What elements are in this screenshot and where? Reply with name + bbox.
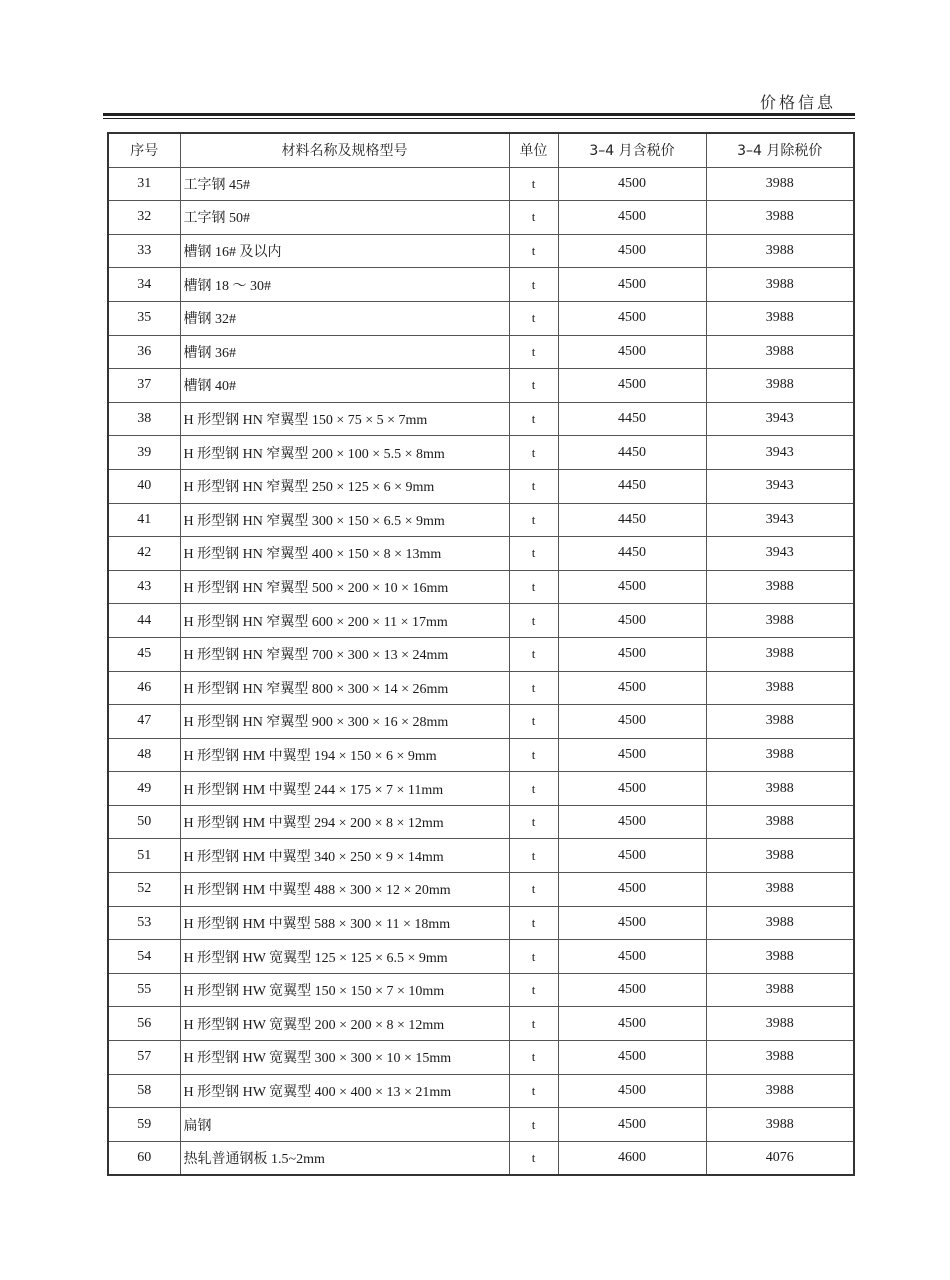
material-cell: H 形型钢 HN 窄翼型 200 × 100 × 5.5 × 8mm — [180, 436, 509, 470]
price-excl-tax-cell: 3988 — [706, 873, 854, 907]
index-cell: 54 — [108, 940, 180, 974]
unit-cell: t — [509, 369, 558, 403]
material-cell: H 形型钢 HN 窄翼型 250 × 125 × 6 × 9mm — [180, 469, 509, 503]
material-cell: 槽钢 36# — [180, 335, 509, 369]
unit-cell: t — [509, 839, 558, 873]
material-cell: H 形型钢 HN 窄翼型 150 × 75 × 5 × 7mm — [180, 402, 509, 436]
price-incl-tax-cell: 4500 — [558, 772, 706, 806]
price-incl-tax-cell: 4500 — [558, 604, 706, 638]
unit-cell: t — [509, 234, 558, 268]
index-cell: 52 — [108, 873, 180, 907]
material-cell: 槽钢 40# — [180, 369, 509, 403]
table-row — [108, 1108, 854, 1142]
index-cell: 39 — [108, 436, 180, 470]
table-row — [108, 201, 854, 235]
unit-cell: t — [509, 436, 558, 470]
table-row — [108, 402, 854, 436]
index-cell: 36 — [108, 335, 180, 369]
index-cell: 56 — [108, 1007, 180, 1041]
price-excl-tax-cell: 3988 — [706, 301, 854, 335]
price-table — [107, 132, 855, 1176]
material-cell: H 形型钢 HN 窄翼型 400 × 150 × 8 × 13mm — [180, 537, 509, 571]
table-row — [108, 1041, 854, 1075]
index-cell: 33 — [108, 234, 180, 268]
material-cell: H 形型钢 HW 宽翼型 300 × 300 × 10 × 15mm — [180, 1041, 509, 1075]
price-excl-tax-cell: 3988 — [706, 570, 854, 604]
price-incl-tax-cell: 4600 — [558, 1141, 706, 1175]
material-cell: 槽钢 18 ～ 30# — [180, 268, 509, 302]
price-excl-tax-cell: 3988 — [706, 705, 854, 739]
unit-cell: t — [509, 335, 558, 369]
table-header-row — [108, 133, 854, 167]
price-incl-tax-cell: 4500 — [558, 738, 706, 772]
table-row — [108, 705, 854, 739]
table-row — [108, 940, 854, 974]
price-excl-tax-cell: 3943 — [706, 503, 854, 537]
price-incl-tax-cell: 4500 — [558, 1074, 706, 1108]
price-incl-tax-cell: 4500 — [558, 301, 706, 335]
unit-cell: t — [509, 906, 558, 940]
header-rule-thin — [103, 118, 855, 119]
index-cell: 59 — [108, 1108, 180, 1142]
column-header-material: 材料名称及规格型号 — [180, 133, 509, 167]
price-excl-tax-cell: 3988 — [706, 973, 854, 1007]
index-cell: 34 — [108, 268, 180, 302]
material-cell: H 形型钢 HN 窄翼型 500 × 200 × 10 × 16mm — [180, 570, 509, 604]
price-incl-tax-cell: 4500 — [558, 570, 706, 604]
price-excl-tax-cell: 4076 — [706, 1141, 854, 1175]
table-row — [108, 234, 854, 268]
table-row — [108, 772, 854, 806]
index-cell: 58 — [108, 1074, 180, 1108]
unit-cell: t — [509, 772, 558, 806]
index-cell: 37 — [108, 369, 180, 403]
unit-cell: t — [509, 705, 558, 739]
unit-cell: t — [509, 301, 558, 335]
index-cell: 32 — [108, 201, 180, 235]
table-body — [108, 167, 854, 1175]
material-cell: H 形型钢 HM 中翼型 194 × 150 × 6 × 9mm — [180, 738, 509, 772]
price-incl-tax-cell: 4500 — [558, 973, 706, 1007]
price-excl-tax-cell: 3988 — [706, 268, 854, 302]
table-row — [108, 570, 854, 604]
material-cell: 槽钢 16# 及以内 — [180, 234, 509, 268]
index-cell: 42 — [108, 537, 180, 571]
price-excl-tax-cell: 3988 — [706, 369, 854, 403]
price-excl-tax-cell: 3988 — [706, 805, 854, 839]
price-incl-tax-cell: 4500 — [558, 335, 706, 369]
material-cell: H 形型钢 HM 中翼型 294 × 200 × 8 × 12mm — [180, 805, 509, 839]
unit-cell: t — [509, 469, 558, 503]
index-cell: 44 — [108, 604, 180, 638]
price-incl-tax-cell: 4500 — [558, 1041, 706, 1075]
price-incl-tax-cell: 4500 — [558, 167, 706, 201]
material-cell: 工字钢 45# — [180, 167, 509, 201]
table-row — [108, 839, 854, 873]
unit-cell: t — [509, 570, 558, 604]
index-cell: 55 — [108, 973, 180, 1007]
price-excl-tax-cell: 3988 — [706, 671, 854, 705]
column-header-price-excl-tax: 3–4 月除税价 — [706, 133, 854, 167]
table-row — [108, 503, 854, 537]
unit-cell: t — [509, 604, 558, 638]
price-excl-tax-cell: 3988 — [706, 1108, 854, 1142]
price-incl-tax-cell: 4500 — [558, 268, 706, 302]
price-excl-tax-cell: 3988 — [706, 772, 854, 806]
table-row — [108, 1007, 854, 1041]
price-incl-tax-cell: 4450 — [558, 503, 706, 537]
index-cell: 48 — [108, 738, 180, 772]
material-cell: 槽钢 32# — [180, 301, 509, 335]
material-cell: H 形型钢 HN 窄翼型 300 × 150 × 6.5 × 9mm — [180, 503, 509, 537]
table-row — [108, 1141, 854, 1175]
material-cell: H 形型钢 HW 宽翼型 150 × 150 × 7 × 10mm — [180, 973, 509, 1007]
table-row — [108, 637, 854, 671]
index-cell: 45 — [108, 637, 180, 671]
price-excl-tax-cell: 3988 — [706, 234, 854, 268]
price-incl-tax-cell: 4500 — [558, 839, 706, 873]
table-row — [108, 906, 854, 940]
price-excl-tax-cell: 3988 — [706, 167, 854, 201]
unit-cell: t — [509, 503, 558, 537]
table-row — [108, 805, 854, 839]
price-incl-tax-cell: 4450 — [558, 537, 706, 571]
unit-cell: t — [509, 537, 558, 571]
price-excl-tax-cell: 3988 — [706, 839, 854, 873]
price-excl-tax-cell: 3988 — [706, 940, 854, 974]
price-excl-tax-cell: 3943 — [706, 402, 854, 436]
unit-cell: t — [509, 637, 558, 671]
price-incl-tax-cell: 4500 — [558, 369, 706, 403]
section-title: 价格信息 — [759, 93, 836, 112]
price-excl-tax-cell: 3988 — [706, 1074, 854, 1108]
price-excl-tax-cell: 3988 — [706, 604, 854, 638]
material-cell: H 形型钢 HM 中翼型 244 × 175 × 7 × 11mm — [180, 772, 509, 806]
table-row — [108, 537, 854, 571]
table-row — [108, 369, 854, 403]
unit-cell: t — [509, 1141, 558, 1175]
unit-cell: t — [509, 940, 558, 974]
index-cell: 40 — [108, 469, 180, 503]
price-incl-tax-cell: 4500 — [558, 201, 706, 235]
price-excl-tax-cell: 3943 — [706, 537, 854, 571]
table-row — [108, 469, 854, 503]
price-incl-tax-cell: 4500 — [558, 906, 706, 940]
material-cell: H 形型钢 HW 宽翼型 125 × 125 × 6.5 × 9mm — [180, 940, 509, 974]
table-row — [108, 1074, 854, 1108]
unit-cell: t — [509, 671, 558, 705]
table-row — [108, 671, 854, 705]
unit-cell: t — [509, 167, 558, 201]
price-incl-tax-cell: 4500 — [558, 637, 706, 671]
unit-cell: t — [509, 738, 558, 772]
table-row — [108, 436, 854, 470]
index-cell: 60 — [108, 1141, 180, 1175]
table-row — [108, 335, 854, 369]
material-cell: H 形型钢 HM 中翼型 488 × 300 × 12 × 20mm — [180, 873, 509, 907]
material-cell: H 形型钢 HW 宽翼型 200 × 200 × 8 × 12mm — [180, 1007, 509, 1041]
unit-cell: t — [509, 805, 558, 839]
price-excl-tax-cell: 3988 — [706, 201, 854, 235]
price-incl-tax-cell: 4450 — [558, 469, 706, 503]
material-cell: H 形型钢 HN 窄翼型 800 × 300 × 14 × 26mm — [180, 671, 509, 705]
unit-cell: t — [509, 268, 558, 302]
material-cell: 热轧普通钢板 1.5~2mm — [180, 1141, 509, 1175]
index-cell: 47 — [108, 705, 180, 739]
price-incl-tax-cell: 4500 — [558, 940, 706, 974]
index-cell: 35 — [108, 301, 180, 335]
table-row — [108, 973, 854, 1007]
material-cell: H 形型钢 HM 中翼型 340 × 250 × 9 × 14mm — [180, 839, 509, 873]
unit-cell: t — [509, 201, 558, 235]
index-cell: 51 — [108, 839, 180, 873]
price-excl-tax-cell: 3988 — [706, 637, 854, 671]
index-cell: 31 — [108, 167, 180, 201]
price-excl-tax-cell: 3988 — [706, 738, 854, 772]
price-excl-tax-cell: 3943 — [706, 469, 854, 503]
table-row — [108, 268, 854, 302]
table-row — [108, 167, 854, 201]
material-cell: H 形型钢 HW 宽翼型 400 × 400 × 13 × 21mm — [180, 1074, 509, 1108]
material-cell: H 形型钢 HN 窄翼型 900 × 300 × 16 × 28mm — [180, 705, 509, 739]
price-incl-tax-cell: 4500 — [558, 705, 706, 739]
table-row — [108, 301, 854, 335]
column-header-index: 序号 — [108, 133, 180, 167]
unit-cell: t — [509, 1074, 558, 1108]
material-cell: 扁钢 — [180, 1108, 509, 1142]
column-header-unit: 单位 — [509, 133, 558, 167]
index-cell: 41 — [108, 503, 180, 537]
price-excl-tax-cell: 3988 — [706, 335, 854, 369]
unit-cell: t — [509, 873, 558, 907]
price-incl-tax-cell: 4500 — [558, 1108, 706, 1142]
price-excl-tax-cell: 3988 — [706, 1007, 854, 1041]
price-excl-tax-cell: 3988 — [706, 1041, 854, 1075]
price-incl-tax-cell: 4500 — [558, 234, 706, 268]
unit-cell: t — [509, 402, 558, 436]
price-incl-tax-cell: 4500 — [558, 1007, 706, 1041]
header-rule-thick — [103, 113, 855, 116]
index-cell: 57 — [108, 1041, 180, 1075]
price-excl-tax-cell: 3943 — [706, 436, 854, 470]
material-cell: H 形型钢 HN 窄翼型 700 × 300 × 13 × 24mm — [180, 637, 509, 671]
index-cell: 53 — [108, 906, 180, 940]
price-incl-tax-cell: 4500 — [558, 671, 706, 705]
index-cell: 38 — [108, 402, 180, 436]
index-cell: 46 — [108, 671, 180, 705]
unit-cell: t — [509, 1041, 558, 1075]
unit-cell: t — [509, 1007, 558, 1041]
unit-cell: t — [509, 1108, 558, 1142]
price-incl-tax-cell: 4500 — [558, 873, 706, 907]
table-row — [108, 604, 854, 638]
price-incl-tax-cell: 4450 — [558, 402, 706, 436]
unit-cell: t — [509, 973, 558, 1007]
material-cell: H 形型钢 HN 窄翼型 600 × 200 × 11 × 17mm — [180, 604, 509, 638]
price-incl-tax-cell: 4500 — [558, 805, 706, 839]
price-excl-tax-cell: 3988 — [706, 906, 854, 940]
column-header-price-incl-tax: 3–4 月含税价 — [558, 133, 706, 167]
table-row — [108, 873, 854, 907]
table-row — [108, 738, 854, 772]
index-cell: 43 — [108, 570, 180, 604]
material-cell: 工字钢 50# — [180, 201, 509, 235]
material-cell: H 形型钢 HM 中翼型 588 × 300 × 11 × 18mm — [180, 906, 509, 940]
price-incl-tax-cell: 4450 — [558, 436, 706, 470]
index-cell: 49 — [108, 772, 180, 806]
index-cell: 50 — [108, 805, 180, 839]
